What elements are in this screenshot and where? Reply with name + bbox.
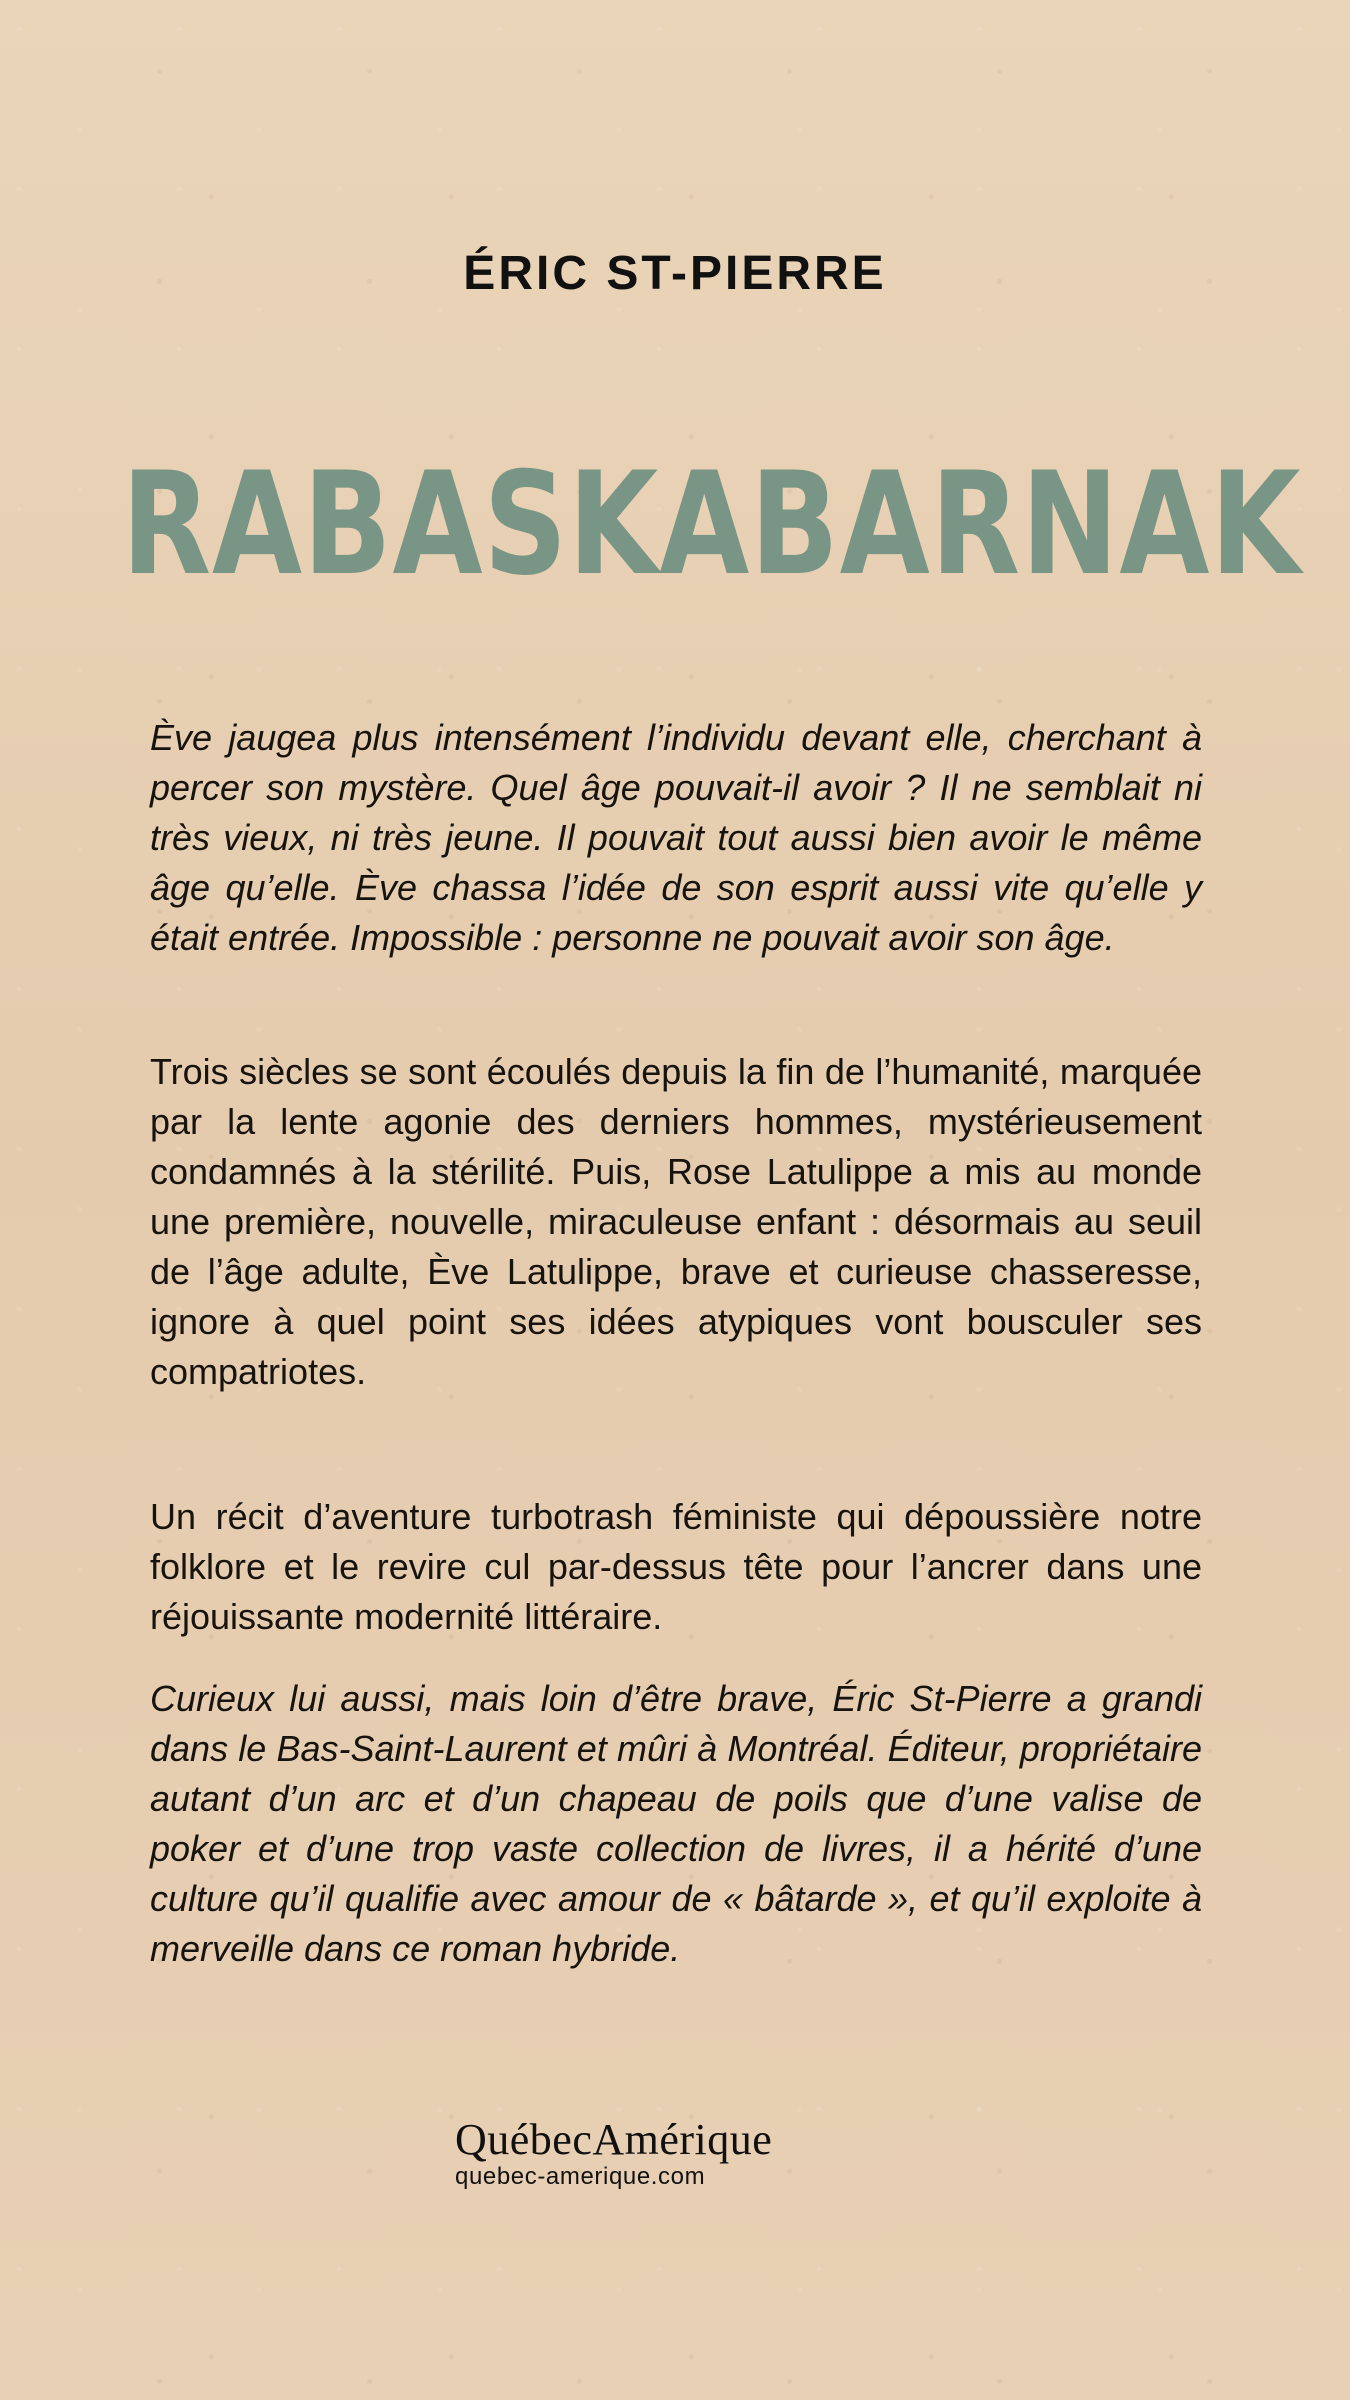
book-summary: Trois siècles se sont écoulés depuis la fin de l’humanité, marquée par la lente agonie des derniers hommes, mystérieusement condamnés à la stérilité. Puis, Rose Latulippe a mis au monde une première, nouvelle, miraculeuse enfant : désormais au seuil de l’âge adulte, Ève Latulippe, brave et curieuse chasseresse, ignore à quel point ses idées atypiques vont bousculer ses compatriotes.: [150, 1051, 1202, 1392]
publisher-url[interactable]: quebec-amerique.com: [455, 2163, 706, 2190]
book-pitch: Un récit d’aventure turbotrash féministe qui dépoussière notre folklore et le revire cul par-dessus tête pour l’ancrer dans une réjouissante modernité littéraire.: [150, 1496, 1202, 1637]
publisher-logo: QuébecAmérique: [455, 2115, 773, 2164]
book-title: RABASKABARNAK: [121, 442, 1302, 607]
book-excerpt: Ève jaugea plus intensément l’individu devant elle, cherchant à percer son mystère. Quel âge pouvait-il avoir ? Il ne semblait ni très vieux, ni très jeune. Il pouvait tout aussi bien avoir le même âge qu’elle. Ève chassa l’idée de son esprit aussi vite qu’elle y était entrée. Impossible : personne ne pouvait avoir son âge.: [150, 717, 1202, 958]
publisher-block: [455, 2115, 905, 2208]
author-name: ÉRIC ST-PIERRE: [463, 247, 887, 300]
author-bio: Curieux lui aussi, mais loin d’être brave, Éric St-Pierre a grandi dans le Bas-Saint-Laurent et mûri à Montréal. Éditeur, propriétaire autant d’un arc et d’un chapeau de poils que d’une valise de poker et d’une trop vaste collection de livres, il a hérité d’une culture qu’il qualifie avec amour de « bâtarde », et qu’il exploite à merveille dans ce roman hybride.: [150, 1678, 1202, 1969]
